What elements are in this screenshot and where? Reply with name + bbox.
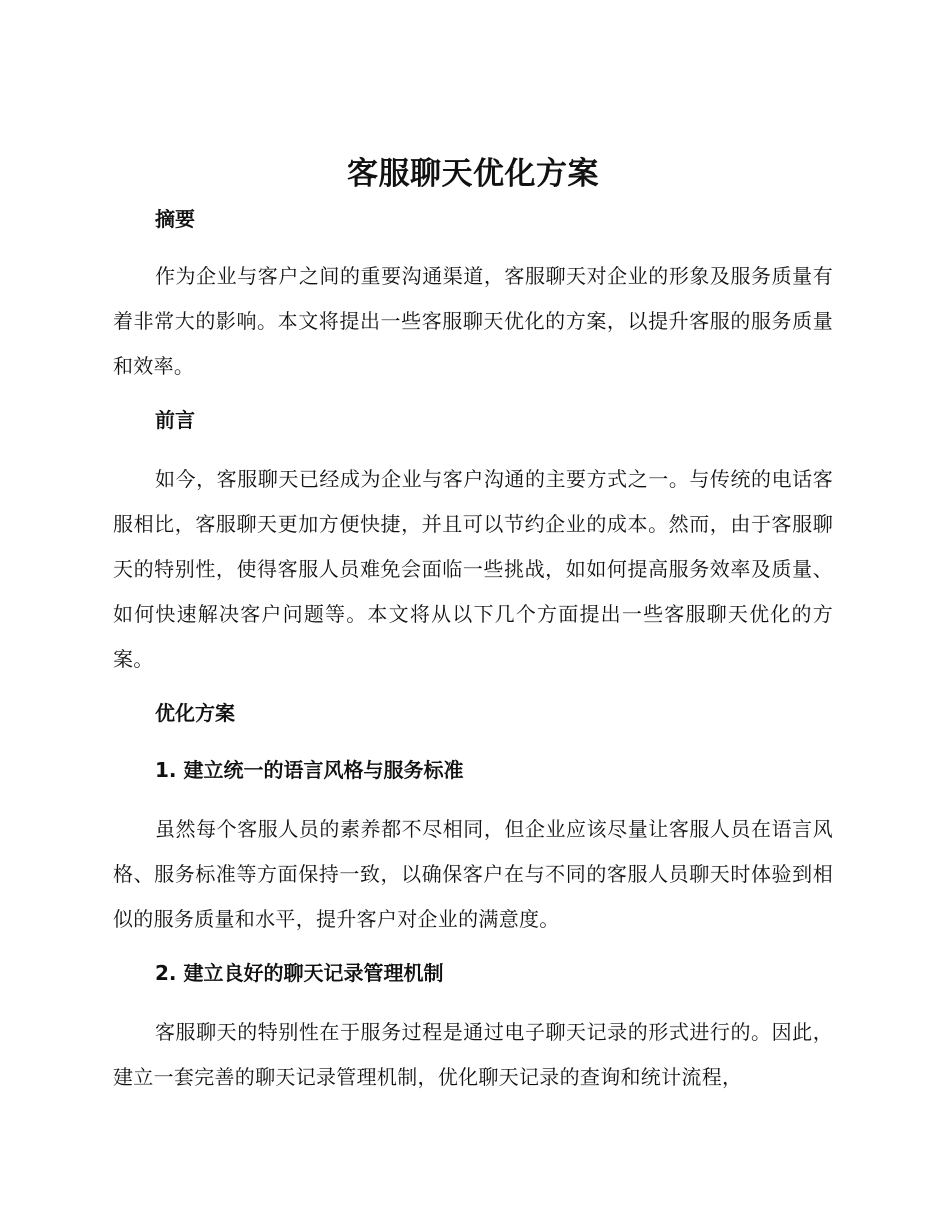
section1-heading: 1. 建立统一的语言风格与服务标准: [155, 758, 464, 782]
plan-heading: 优化方案: [155, 701, 235, 725]
section2-heading: 2. 建立良好的聊天记录管理机制: [155, 961, 444, 985]
abstract-heading: 摘要: [155, 207, 195, 231]
section2-paragraph: 客服聊天的特别性在于服务过程是通过电子聊天记录的形式进行的。因此，建立一套完善的聊天记录管理机制，优化聊天记录的查询和统计流程，: [113, 1020, 833, 1089]
preface-paragraph: 如今，客服聊天已经成为企业与客户沟通的主要方式之一。与传统的电话客服相比，客服聊天更加方便快捷，并且可以节约企业的成本。然而，由于客服聊天的特别性，使得客服人员难免会面临一些挑战，如如何提高服务效率及质量、如何快速解决客户问题等。本文将从以下几个方面提出一些客服聊天优化的方案。: [113, 467, 833, 671]
abstract-paragraph: 作为企业与客户之间的重要沟通渠道，客服聊天对企业的形象及服务质量有着非常大的影响。本文将提出一些客服聊天优化的方案，以提升客服的服务质量和效率。: [113, 264, 833, 378]
document-content: [113, 152, 833, 1100]
document-title: 客服聊天优化方案: [347, 156, 599, 192]
preface-heading: 前言: [155, 408, 195, 432]
section1-paragraph: 虽然每个客服人员的素养都不尽相同，但企业应该尽量让客服人员在语言风格、服务标准等方面保持一致，以确保客户在与不同的客服人员聊天时体验到相似的服务质量和水平，提升客户对企业的满意度。: [113, 817, 833, 931]
